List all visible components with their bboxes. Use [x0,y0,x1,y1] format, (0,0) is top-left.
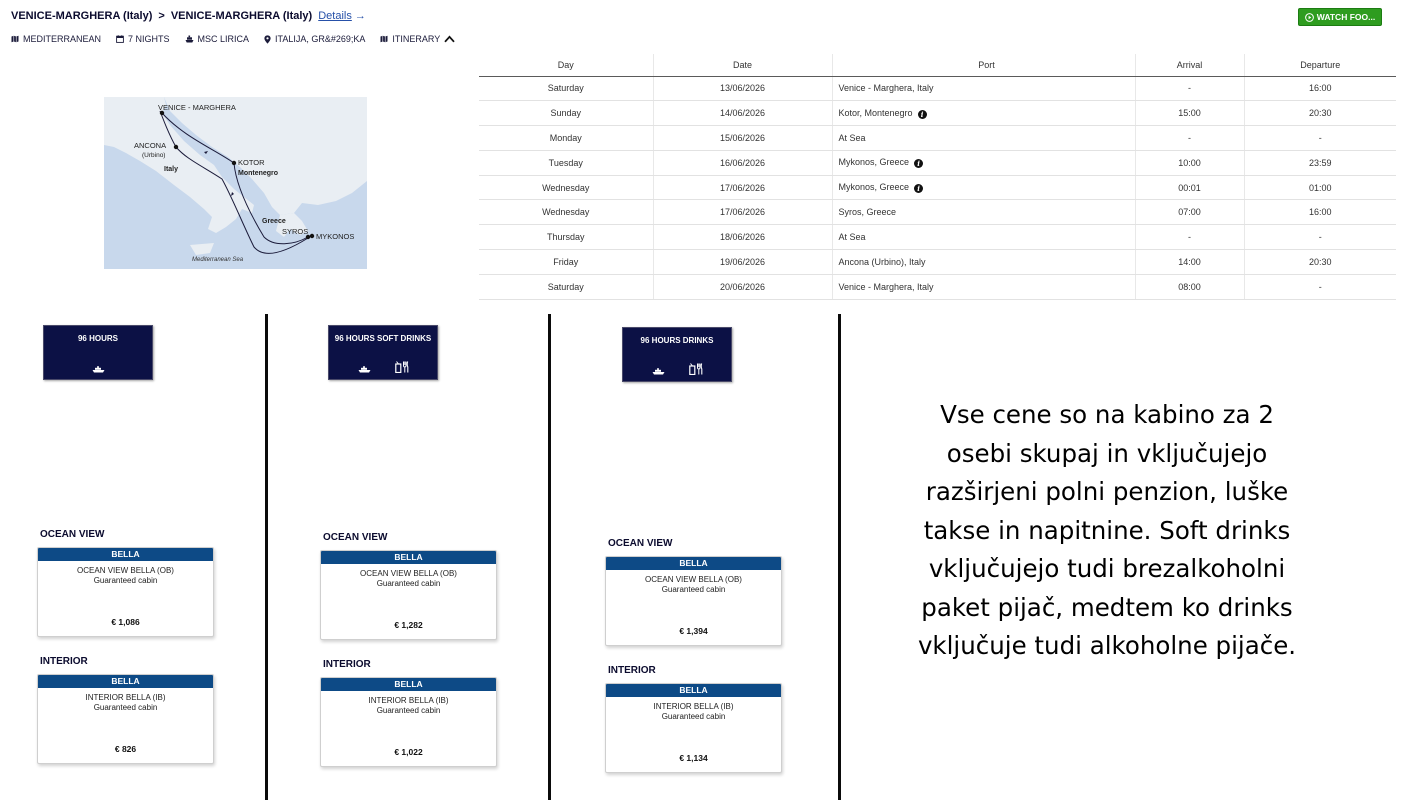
category-ocean-view: OCEAN VIEW [40,529,105,540]
cell-arrival-text: 00:01 [1178,182,1201,193]
cell-day-text: Friday [553,256,579,267]
arrow-right-icon[interactable]: → [354,10,366,22]
cell-arrival-text: 15:00 [1178,108,1201,119]
col-day: Day [479,54,653,76]
cell-port-text: At Sea [838,132,866,143]
cell-day [479,175,653,200]
cell-arrival [1135,76,1244,101]
cabin-band: BELLA [606,557,781,570]
table-row [479,126,1396,151]
cell-departure [1244,225,1396,250]
details-link[interactable]: Details [318,10,352,22]
cell-date-text: 14/06/2026 [719,108,766,119]
table-header-row [479,54,1396,76]
map-label-italy: Italy [164,166,179,173]
map-port-ancona [174,145,178,149]
cell-arrival [1135,175,1244,200]
cell-date-text: 16/06/2026 [719,157,766,168]
cabin-name: OCEAN VIEW BELLA (OB) [645,575,742,584]
cell-date-text: 18/06/2026 [719,232,766,243]
cell-port [832,250,1135,275]
map-label-urbino: (Urbino) [142,152,166,159]
cabin-guarantee: Guaranteed cabin [93,576,158,585]
ship-icon [92,366,105,373]
cell-port-text: Ancona (Urbino), Italy [838,256,926,267]
cabin-name: INTERIOR BELLA (IB) [85,693,166,702]
cabin-guarantee: Guaranteed cabin [93,703,158,712]
cell-day-text: Monday [549,132,582,143]
cell-port [832,76,1135,101]
cell-day [479,76,653,101]
meta-ship-label: MSC LIRICA [197,34,250,44]
chevron-up-icon[interactable] [444,35,455,43]
column-divider [548,314,551,800]
cell-date [653,101,832,126]
cell-date [653,175,832,200]
meta-nights-label: 7 NIGHTS [128,34,170,44]
table-row [479,225,1396,250]
package-card-96-hours[interactable] [43,325,153,380]
map-icon [380,35,388,43]
cell-departure [1244,200,1396,225]
cabin-name: OCEAN VIEW BELLA (OB) [77,566,174,575]
cabin-name: OCEAN VIEW BELLA (OB) [360,569,457,578]
location-pin-icon [264,35,271,44]
package-title: 96 HOURS SOFT DRINKS [334,334,432,343]
itinerary-map [104,97,367,269]
map-label-montenegro: Montenegro [238,170,279,177]
cell-port [832,200,1135,225]
pricing-note-line: paket pijač, medtem ko drinks [921,592,1293,622]
cell-port [832,225,1135,250]
cabin-card-interior[interactable] [320,677,497,767]
ship-icon [185,35,194,43]
cell-port-text: Kotor, Montenegro [838,107,913,118]
cell-arrival [1135,150,1244,175]
drinks-dining-icon [689,363,703,375]
table-row [479,250,1396,275]
column-divider [265,314,268,800]
cabin-card-ocean-view[interactable] [37,547,214,637]
cell-departure-text: - [1318,281,1322,292]
map-label-ancona: ANCONA [134,141,167,150]
cabin-price: € 1,394 [679,626,708,636]
cell-day [479,126,653,151]
cabin-band: BELLA [321,551,496,564]
cabin-name: INTERIOR BELLA (IB) [368,696,449,705]
cell-port [832,274,1135,299]
cell-date [653,274,832,299]
cell-arrival-text: 10:00 [1178,157,1201,168]
ship-icon [652,368,665,375]
cell-port-text: At Sea [838,232,866,243]
cell-day [479,274,653,299]
cell-arrival [1135,225,1244,250]
category-interior: INTERIOR [40,656,88,667]
meta-nights [116,34,170,44]
cabin-card-interior[interactable] [37,674,214,764]
cell-departure [1244,101,1396,126]
cell-arrival-text: - [1188,132,1191,143]
map-port-kotor [232,161,236,165]
col-arrival: Arrival [1135,54,1244,76]
cell-port-text: Venice - Marghera, Italy [838,281,934,292]
cabin-price: € 1,134 [679,753,708,763]
pricing-note-line: Vse cene so na kabino za 2 [940,400,1274,429]
col-port: Port [832,54,1135,76]
category-ocean-view: OCEAN VIEW [608,538,673,549]
route-origin: VENICE-MARGHERA (Italy) [11,10,153,22]
cell-port-text: Venice - Marghera, Italy [838,83,934,94]
pricing-note [884,396,1330,666]
cell-day [479,200,653,225]
cabin-price: € 826 [114,744,137,754]
cell-day [479,225,653,250]
cell-arrival-text: 08:00 [1178,281,1201,292]
cell-port-text: Syros, Greece [838,207,897,218]
cell-port [832,126,1135,151]
pricing-note-line: vključujejo tudi brezalkoholni [928,554,1286,583]
cell-port [832,101,1135,126]
cell-departure-text: 16:00 [1308,83,1332,94]
map-icon [11,35,19,43]
itinerary-table-body [479,76,1396,299]
cabin-price: € 1,282 [394,620,423,630]
map-port-mykonos [310,234,314,238]
cell-date-text: 15/06/2026 [719,132,766,143]
cabin-band: BELLA [321,678,496,691]
calendar-icon [116,35,124,43]
cell-port [832,175,1135,200]
cell-day [479,101,653,126]
drinks-dining-icon [395,361,409,373]
cabin-price: € 1,086 [111,617,140,627]
cell-departure [1244,126,1396,151]
cell-arrival-text: 14:00 [1178,256,1201,267]
cabin-guarantee: Guaranteed cabin [661,585,726,594]
cell-date [653,250,832,275]
cell-date [653,76,832,101]
category-ocean-view: OCEAN VIEW [323,532,388,543]
cell-departure [1244,150,1396,175]
cell-date-text: 13/06/2026 [719,83,766,94]
route-breadcrumb [11,10,366,22]
cell-day-text: Wednesday [542,207,590,218]
cell-day-text: Sunday [550,108,582,119]
table-row [479,101,1396,126]
cell-date-text: 17/06/2026 [719,207,766,218]
map-label-venice: VENICE - MARGHERA [158,103,236,112]
cell-date [653,150,832,175]
cabin-band: BELLA [606,684,781,697]
map-label-syros: SYROS [282,227,309,236]
info-icon[interactable]: i [914,159,923,168]
info-icon[interactable]: i [918,110,927,119]
cell-departure [1244,76,1396,101]
cell-port-text: Mykonos, Greece [838,157,910,168]
cell-arrival [1135,250,1244,275]
pricing-note-line: osebi skupaj in vključujejo [946,438,1268,468]
info-icon[interactable]: i [914,184,923,193]
ship-icon [358,366,371,373]
cell-departure-text: 23:59 [1308,157,1332,168]
cell-date-text: 17/06/2026 [719,182,766,193]
meta-countries-label: ITALIJA, GR&#269;KA [275,34,366,44]
cell-departure-text: 20:30 [1308,108,1332,119]
cell-day-text: Saturday [547,281,584,292]
cell-day-text: Wednesday [542,182,590,193]
meta-region-label: MEDITERRANEAN [23,34,102,44]
cell-arrival [1135,274,1244,299]
cell-departure-text: - [1318,232,1322,243]
play-circle-icon [1305,13,1314,22]
cell-date [653,126,832,151]
cell-departure-text: 16:00 [1308,207,1332,218]
cabin-card-interior[interactable] [605,683,782,773]
map-label-kotor: KOTOR [238,158,265,167]
pricing-note-line: vključuje tudi alkoholne pijače. [917,631,1297,660]
cell-departure [1244,250,1396,275]
cell-departure-text: 01:00 [1308,182,1332,193]
cell-arrival-text: - [1188,232,1191,243]
itinerary-toggle-label: ITINERARY [392,34,441,44]
cell-date [653,225,832,250]
pricing-note-line: takse in napitnine. Soft drinks [923,515,1291,545]
cell-port-text: Mykonos, Greece [838,182,910,193]
cabin-card-ocean-view[interactable] [320,550,497,640]
category-interior: INTERIOR [608,665,656,676]
cell-date [653,200,832,225]
cruise-meta-bar [11,34,470,44]
watch-footage-label: WATCH FOO... [1316,12,1376,22]
cabin-band: BELLA [38,548,213,561]
category-interior: INTERIOR [323,659,371,670]
map-label-sea: Mediterranean Sea [192,257,244,263]
cell-arrival [1135,126,1244,151]
cell-port [832,150,1135,175]
cell-arrival [1135,200,1244,225]
itinerary-toggle[interactable] [380,34,455,44]
table-row [479,150,1396,175]
cabin-guarantee: Guaranteed cabin [661,712,726,721]
col-departure: Departure [1244,54,1396,76]
cell-departure-text: 20:30 [1308,256,1332,267]
cell-day-text: Tuesday [548,157,583,168]
cell-day-text: Thursday [546,232,585,243]
package-card-96-hours-soft-drinks[interactable] [328,325,438,380]
cell-day [479,250,653,275]
route-separator: > [158,10,165,22]
table-row [479,76,1396,101]
map-label-mykonos: MYKONOS [316,232,355,241]
package-card-96-hours-drinks[interactable] [622,327,732,382]
pricing-note-line: razširjeni polni penzion, luške [925,477,1289,506]
cell-arrival-text: - [1188,83,1191,94]
table-row [479,200,1396,225]
cell-date-text: 20/06/2026 [719,281,766,292]
map-label-greece: Greece [262,218,286,225]
cell-departure [1244,175,1396,200]
column-divider [838,314,841,800]
cell-day-text: Saturday [547,83,584,94]
cell-arrival [1135,101,1244,126]
meta-ship [185,34,250,44]
col-date: Date [653,54,832,76]
cabin-price: € 1,022 [394,747,423,757]
meta-countries [264,34,365,44]
route-destination: VENICE-MARGHERA (Italy) [170,10,313,22]
cell-departure-text: - [1318,132,1322,143]
table-row [479,175,1396,200]
cabin-card-ocean-view[interactable] [605,556,782,646]
cabin-guarantee: Guaranteed cabin [376,706,441,715]
package-title: 96 HOURS [77,334,118,343]
table-row [479,274,1396,299]
cabin-band: BELLA [38,675,213,688]
cell-departure [1244,274,1396,299]
cell-arrival-text: 07:00 [1178,207,1201,218]
watch-footage-button[interactable] [1298,8,1382,26]
cell-date-text: 19/06/2026 [719,256,766,267]
meta-region [11,34,101,44]
cell-day [479,150,653,175]
cabin-name: INTERIOR BELLA (IB) [653,702,734,711]
cabin-guarantee: Guaranteed cabin [376,579,441,588]
package-title: 96 HOURS DRINKS [640,336,714,345]
itinerary-table [479,54,1396,300]
